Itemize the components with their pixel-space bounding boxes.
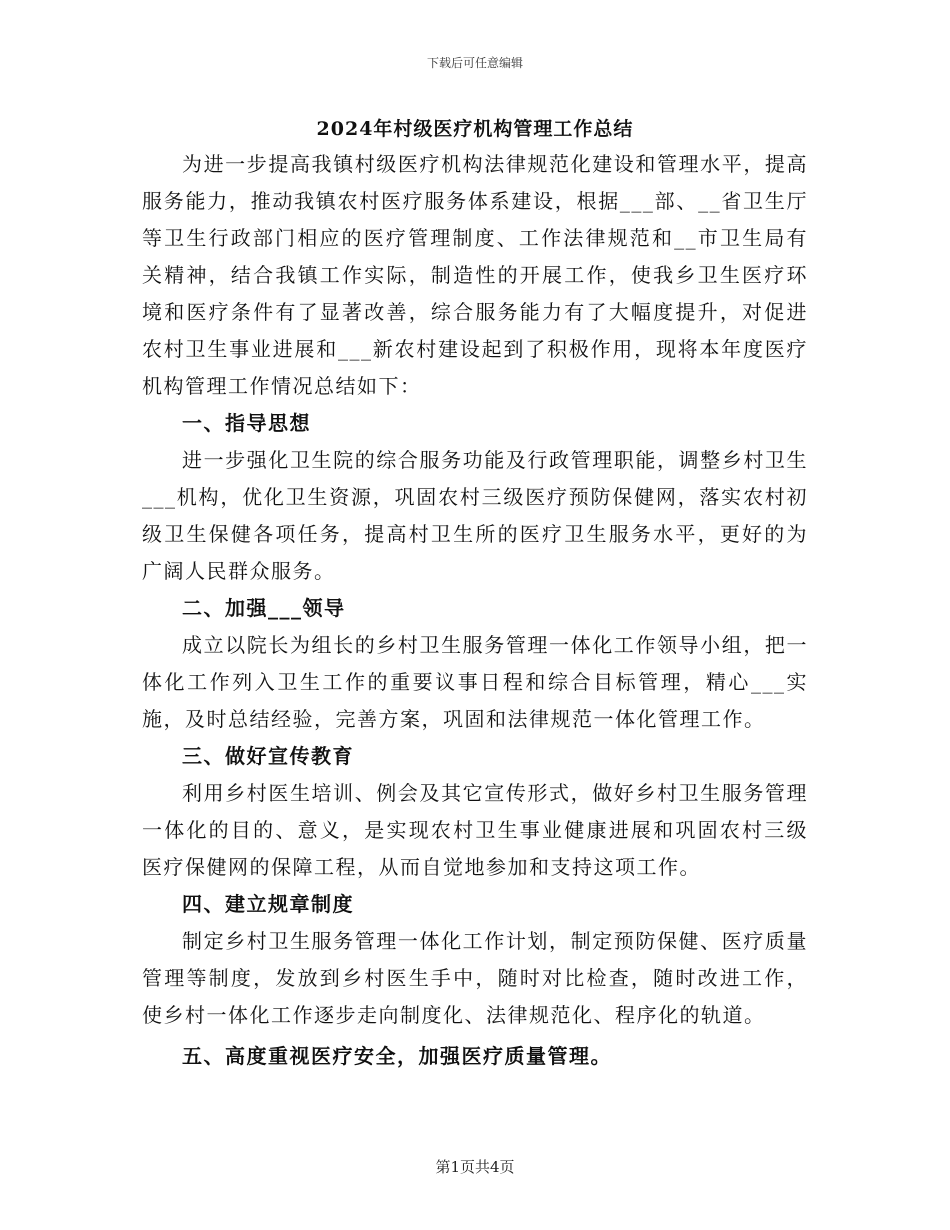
- section-2-paragraph: 成立以院长为组长的乡村卫生服务管理一体化工作领导小组，把一体化工作列入卫生工作的重要议事日程和综合目标管理，精心___实施，及时总结经验，完善方案，巩固和法律规范一体化管理工作。: [142, 633, 808, 731]
- section-2-heading: 二、加强___领导: [182, 596, 346, 620]
- section-1-heading: 一、指导思想: [182, 411, 311, 435]
- section-4-paragraph: 制定乡村卫生服务管理一体化工作计划，制定预防保健、医疗质量管理等制度，发放到乡村医生手中，随时对比检查，随时改进工作，使乡村一体化工作逐步走向制度化、法律规范化、程序化的轨道。: [142, 929, 808, 1027]
- section-3-paragraph: 利用乡村医生培训、例会及其它宣传形式，做好乡村卫生服务管理一体化的目的、意义，是实现农村卫生事业健康进展和巩固农村三级医疗保健网的保障工程，从而自觉地参加和支持这项工作。: [142, 781, 808, 879]
- section-4-heading: 四、建立规章制度: [182, 892, 354, 916]
- section-5-heading: 五、高度重视医疗安全，加强医疗质量管理。: [182, 1044, 612, 1068]
- section-1-paragraph: 进一步强化卫生院的综合服务功能及行政管理职能，调整乡村卫生___机构，优化卫生资源，巩固农村三级医疗预防保健网，落实农村初级卫生保健各项任务，提高村卫生所的医疗卫生服务水平，更好的为广阔人民群众服务。: [142, 448, 808, 583]
- intro-paragraph: 为进一步提高我镇村级医疗机构法律规范化建设和管理水平，提高服务能力，推动我镇农村医疗服务体系建设，根据___部、__省卫生厅等卫生行政部门相应的医疗管理制度、工作法律规范和__市卫生局有关精神，结合我镇工作实际，制造性的开展工作，使我乡卫生医疗环境和医疗条件有了显著改善，综合服务能力有了大幅度提升，对促进农村卫生事业进展和___新农村建设起到了积极作用，现将本年度医疗机构管理工作情况总结如下：: [142, 152, 808, 398]
- document-body: [142, 146, 808, 1075]
- header-note: 下载后可任意编辑: [426, 56, 523, 70]
- section-3-heading: 三、做好宣传教育: [182, 744, 354, 768]
- document-title: 2024年村级医疗机构管理工作总结: [316, 118, 634, 140]
- page-footer: 第1页共4页: [435, 1158, 515, 1176]
